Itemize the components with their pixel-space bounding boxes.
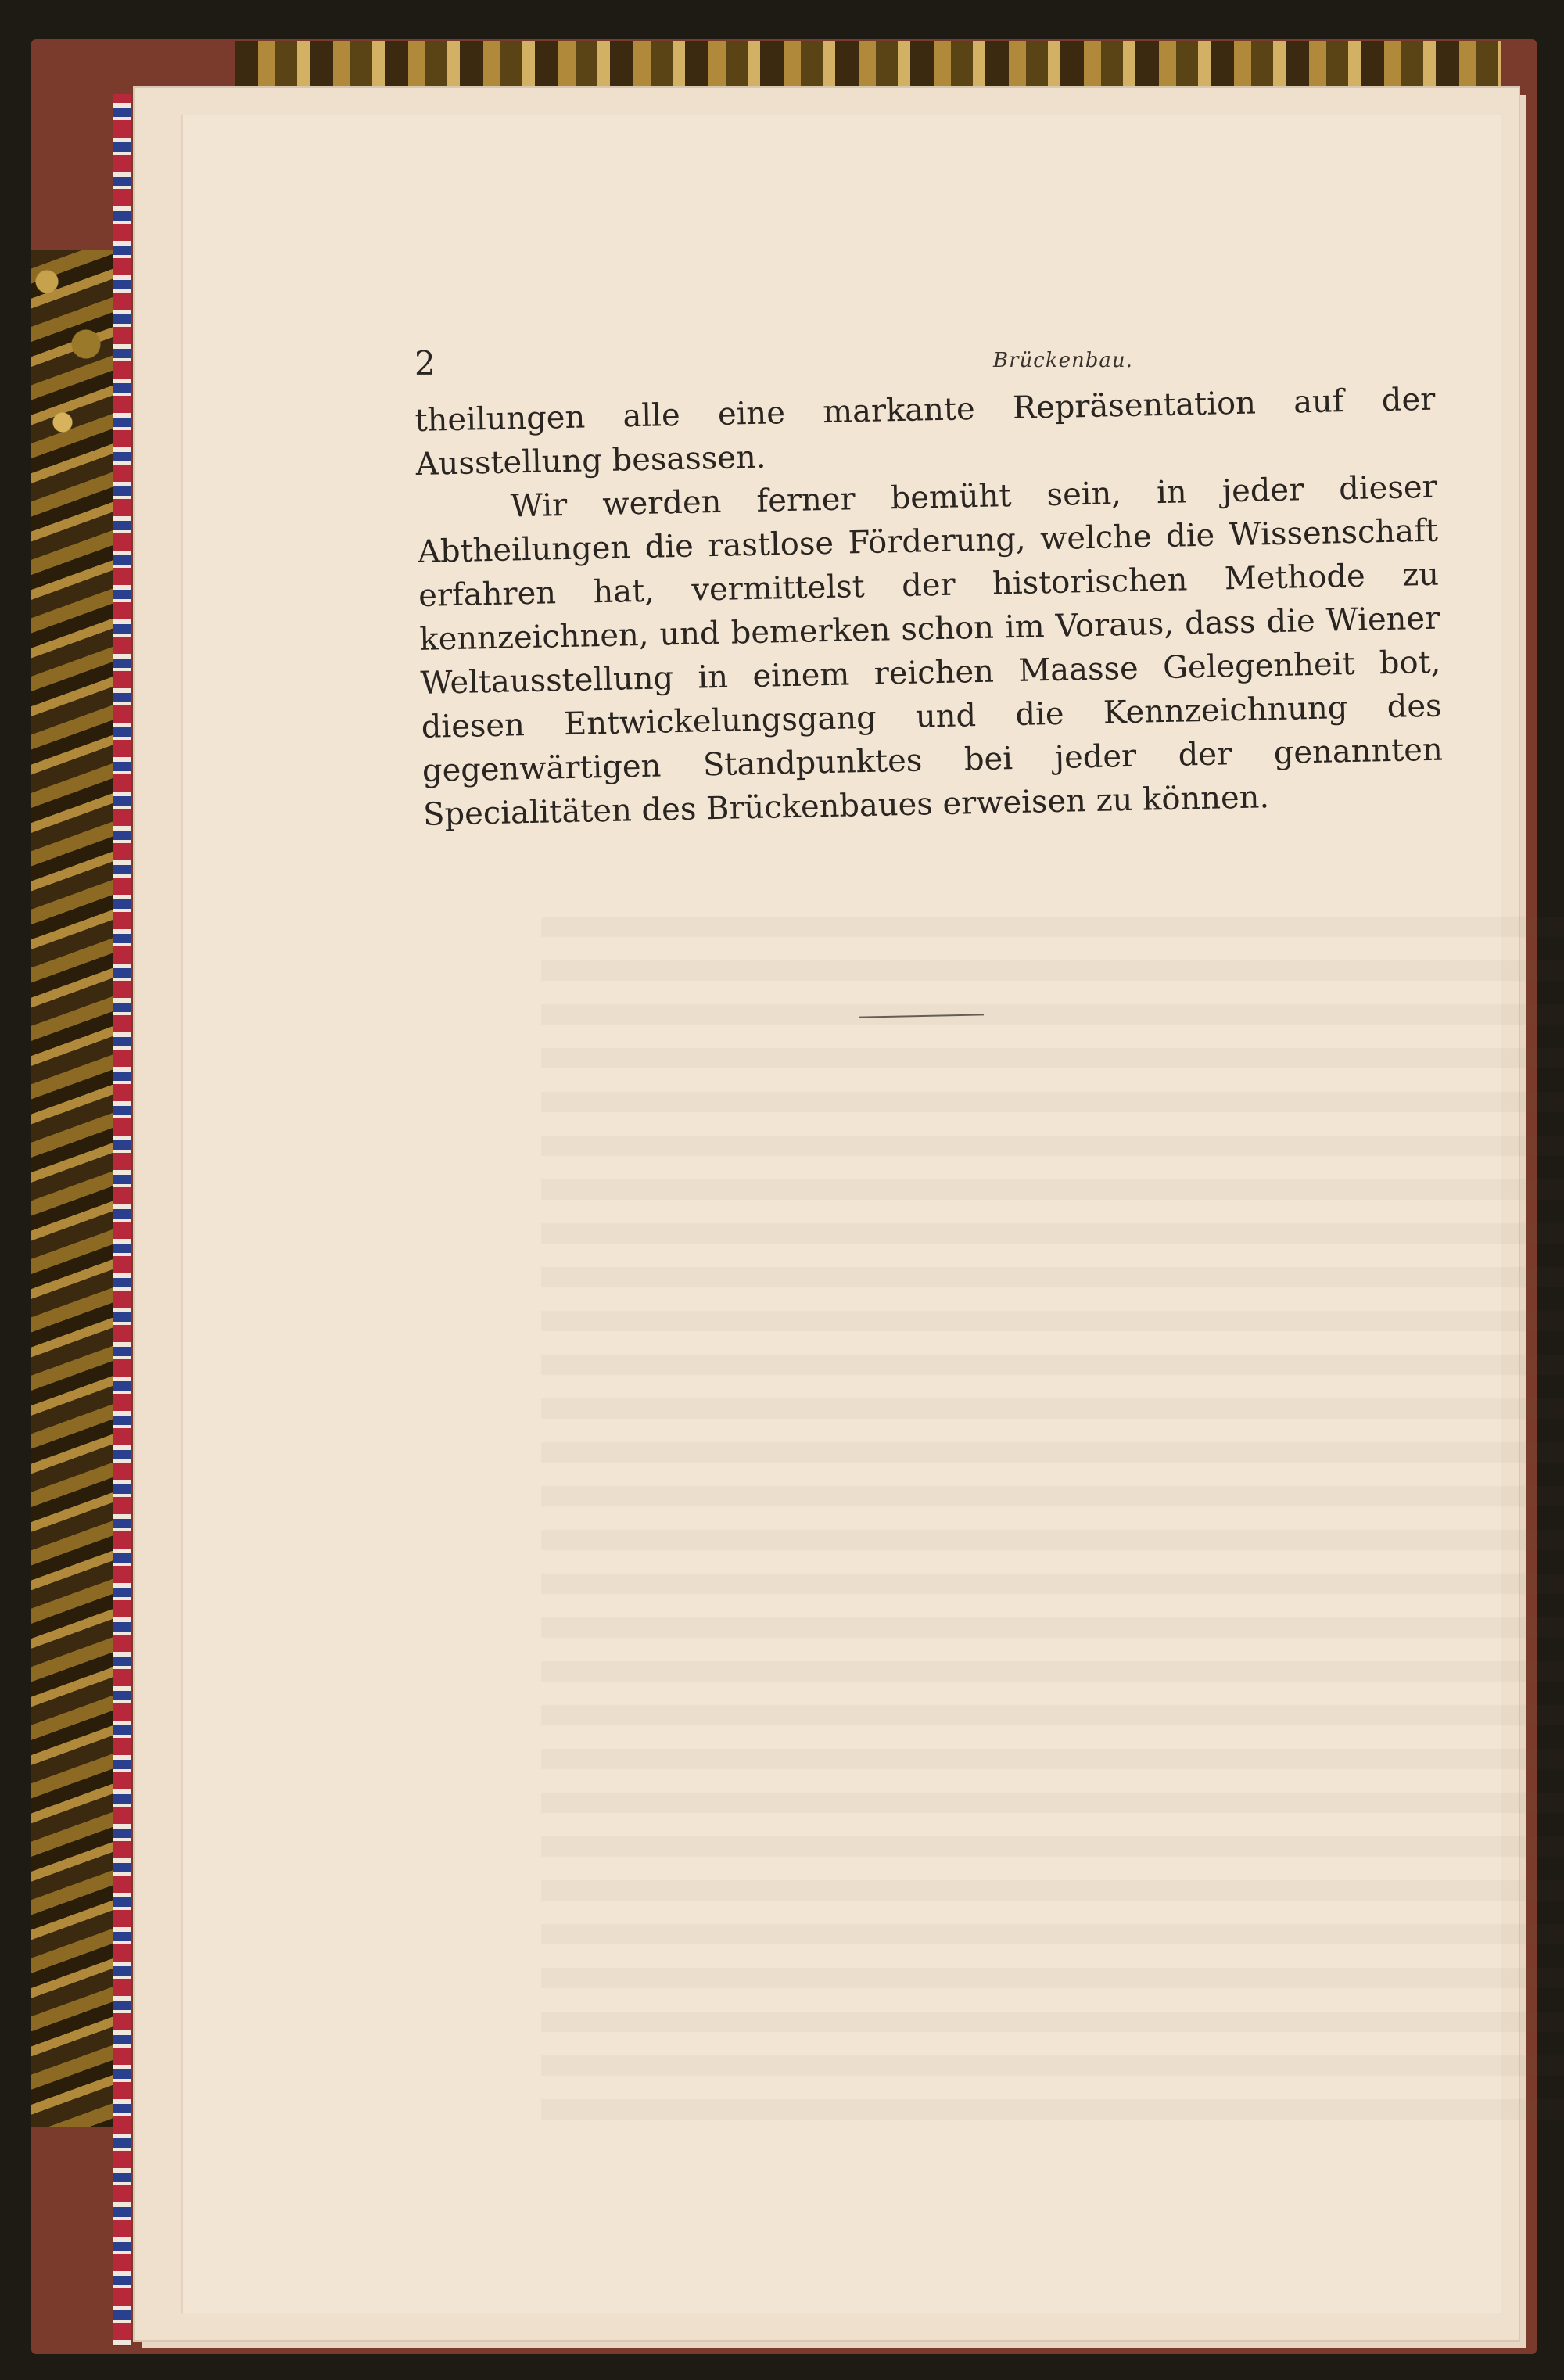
show-through-text: [541, 917, 1564, 2137]
running-head: Brückenbau.: [993, 349, 1133, 372]
paragraph-1: theilungen alle eine markante Repräsentation auf der Ausstellung besassen.: [414, 381, 1436, 483]
body-text: [414, 378, 1444, 837]
page-text-block: [282, 344, 1444, 833]
left-marbled-edge: [31, 250, 117, 2127]
marbled-endpaper: [113, 94, 131, 2346]
page-number: 2: [414, 344, 436, 382]
paragraph-2: Wir werden ferner bemüht sein, in jeder dieser Abtheilungen die rastlose Förderung, welche die Wissenschaft erfahren hat, vermittelst der historischen Methode zu kennzeichnen, und bemerken schon im Voraus, dass die Wiener Weltausstellung in einem reichen Maasse Gelegenheit bot, diesen Entwickelungsgang und die Kennzeichnung des gegenwärtigen Standpunktes bei jeder der genannten Specialitäten des Brückenbaues erweisen zu können.: [417, 468, 1444, 833]
